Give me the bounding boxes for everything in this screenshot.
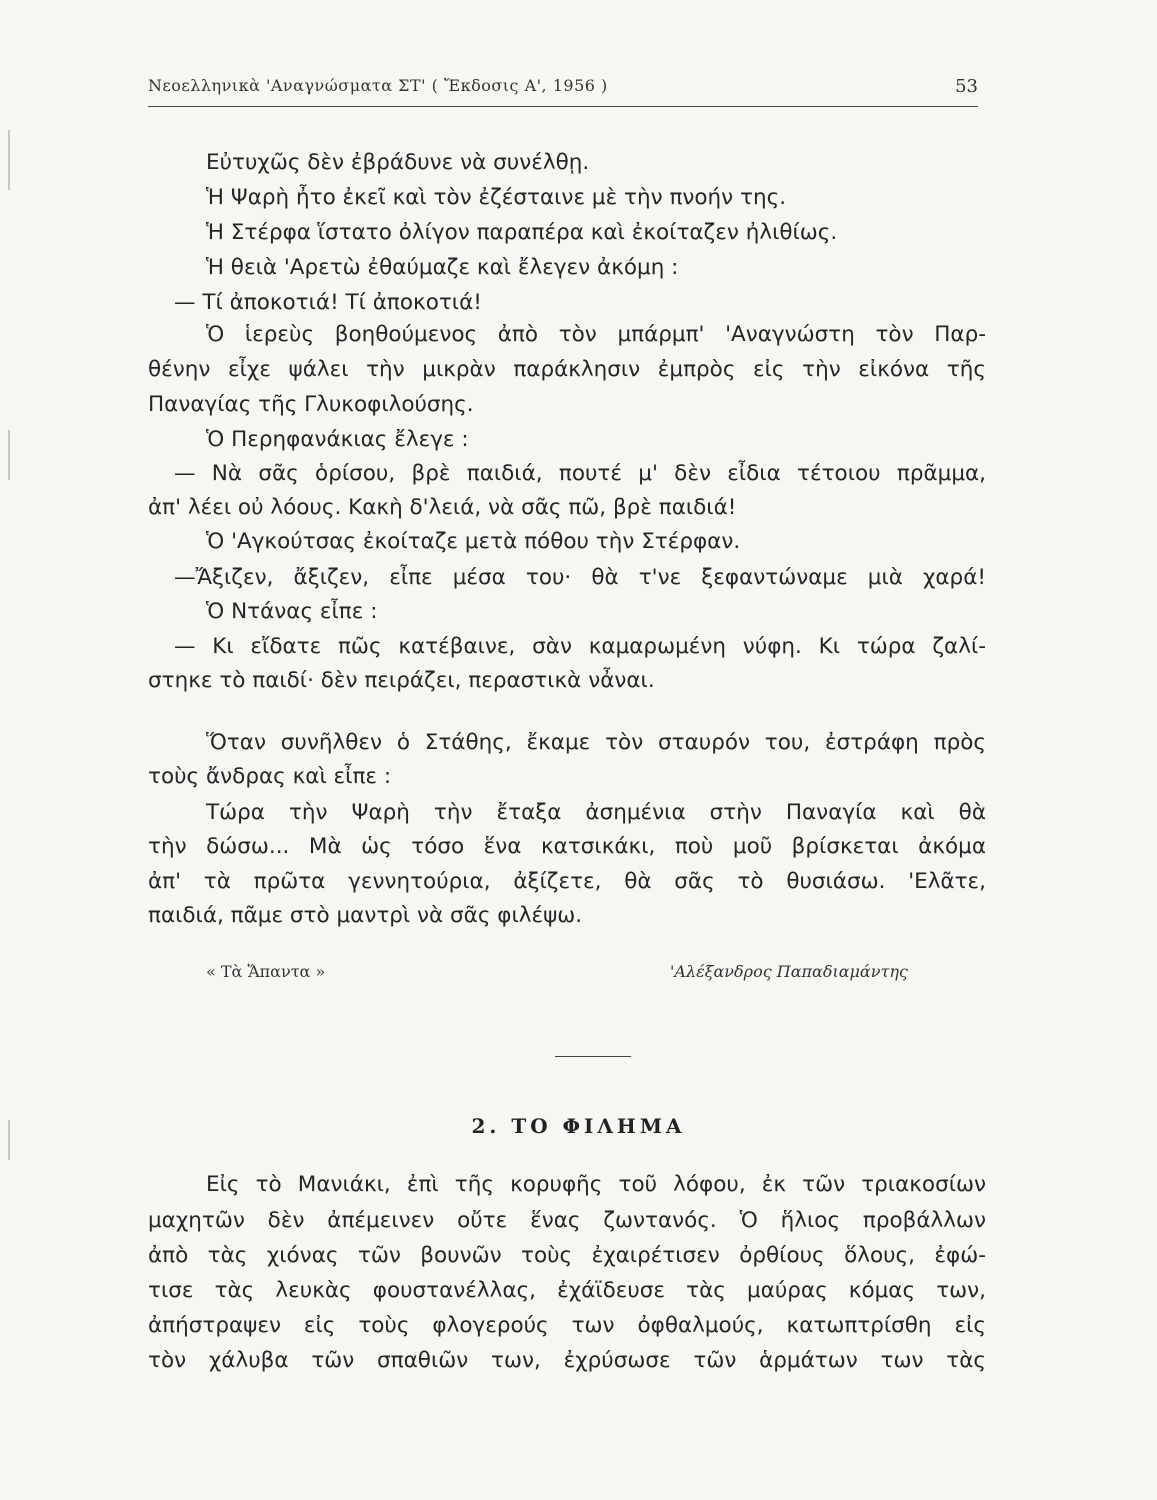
page-number: 53 (955, 76, 978, 97)
text-line: τὸν χάλυβα τῶν σπαθιῶν των, ἐχρύσωσε τῶν ἁρμάτων των τὰς (148, 1348, 986, 1373)
text-line: — Νὰ σᾶς ὁρίσου, βρὲ παιδιά, πουτέ μ' δὲν εἶδια τέτοιου πρᾶμμα, (174, 461, 986, 486)
text-line: τοὺς ἄνδρας καὶ εἶπε : (148, 764, 392, 789)
text-line: μαχητῶν δὲν ἀπέμεινεν οὔτε ἕνας ζωντανός. Ὁ ἥλιος προβάλλων (148, 1208, 986, 1233)
text-line: — Κι εἴδατε πῶς κατέβαινε, σὰν καμαρωμένη νύφη. Κι τώρα ζαλί- (174, 634, 986, 659)
text-line: —Ἄξιζεν, ἄξιζεν, εἶπε μέσα του· θὰ τ'νε ξεφαντώναμε μιὰ χαρά! (174, 565, 986, 590)
text-line: ἀπ' τὰ πρῶτα γεννητούρια, ἀξίζετε, θὰ σᾶς τὸ θυσιάσω. 'Ελᾶτε, (148, 869, 986, 894)
text-line: στηκε τὸ παιδί· δὲν πειράζει, περαστικὰ νἆναι. (148, 668, 655, 693)
text-line: ἀπ' λέει οὐ λόους. Κακὴ δ'λειά, νὰ σᾶς πῶ, βρὲ παιδιά! (148, 495, 737, 520)
running-header (148, 76, 978, 102)
text-line: ἀπήστραψεν εἰς τοὺς φλογερούς των ὀφθαλμούς, κατωπτρίσθη εἰς (148, 1313, 986, 1338)
header-rule (148, 106, 978, 107)
binding-mark (8, 130, 10, 190)
text-line: Ὁ Ντάνας εἶπε : (206, 599, 378, 624)
text-line: Ὁ Περηφανάκιας ἔλεγε : (206, 427, 469, 452)
text-line: τισε τὰς λευκὰς φουστανέλλας, ἐχάϊδευσε τὰς μαύρας κόμας των, (148, 1278, 986, 1303)
text-line: Ὅταν συνῆλθεν ὁ Στάθης, ἔκαμε τὸν σταυρόν του, ἐστράφη πρὸς (206, 730, 986, 755)
text-line: Ἡ Στέρφα ἵστατο ὀλίγον παραπέρα καὶ ἐκοίταζεν ἠλιθίως. (206, 220, 838, 245)
citation-author: 'Αλέξανδρος Παπαδιαμάντης (670, 962, 908, 981)
text-line: ἀπὸ τὰς χιόνας τῶν βουνῶν τοὺς ἐχαιρέτισεν ὀρθίους ὅλους, ἐφώ- (148, 1243, 986, 1268)
separator-rule (555, 1056, 631, 1057)
binding-mark (8, 430, 10, 480)
text-line: Εὐτυχῶς δὲν ἐβράδυνε νὰ συνέλθῃ. (206, 150, 590, 175)
citation-source: « Τὰ Ἅπαντα » (206, 962, 326, 981)
text-line: Ὁ 'Αγκούτσας ἐκοίταζε μετὰ πόθου τὴν Στέρφαν. (206, 529, 741, 554)
section-title: 2. ΤΟ ΦΙΛΗΜΑ (471, 1114, 686, 1138)
text-line: θένην εἶχε ψάλει τὴν μικρὰν παράκλησιν ἐμπρὸς εἰς τὴν εἰκόνα τῆς (148, 357, 986, 382)
text-line: Τώρα τὴν Ψαρὴ τὴν ἔταξα ἀσημένια στὴν Παναγία καὶ θὰ (206, 800, 986, 825)
text-line: Παναγίας τῆς Γλυκοφιλούσης. (148, 392, 474, 417)
text-line: Εἰς τὸ Μανιάκι, ἐπὶ τῆς κορυφῆς τοῦ λόφου, ἐκ τῶν τριακοσίων (206, 1172, 986, 1197)
text-line: Ἡ θειὰ 'Αρετὼ ἐθαύμαζε καὶ ἔλεγεν ἀκόμη : (206, 255, 679, 280)
text-line: Ὁ ἱερεὺς βοηθούμενος ἀπὸ τὸν μπάρμπ' 'Αναγνώστη τὸν Παρ- (206, 322, 986, 347)
text-line: παιδιά, πᾶμε στὸ μαντρὶ νὰ σᾶς φιλέψω. (148, 903, 583, 928)
text-line: — Τί ἀποκοτιά! Τί ἀποκοτιά! (174, 290, 482, 315)
header-title: Νεοελληνικὰ 'Αναγνώσματα ΣΤ' ( Ἔκδοσις Α', 1956 ) (148, 76, 608, 95)
text-line: τὴν δώσω... Μὰ ὡς τόσο ἕνα κατσικάκι, ποὺ μοῦ βρίσκεται ἀκόμα (148, 834, 986, 859)
text-line: Ἡ Ψαρὴ ἦτο ἐκεῖ καὶ τὸν ἐζέσταινε μὲ τὴν πνοήν της. (206, 185, 787, 210)
